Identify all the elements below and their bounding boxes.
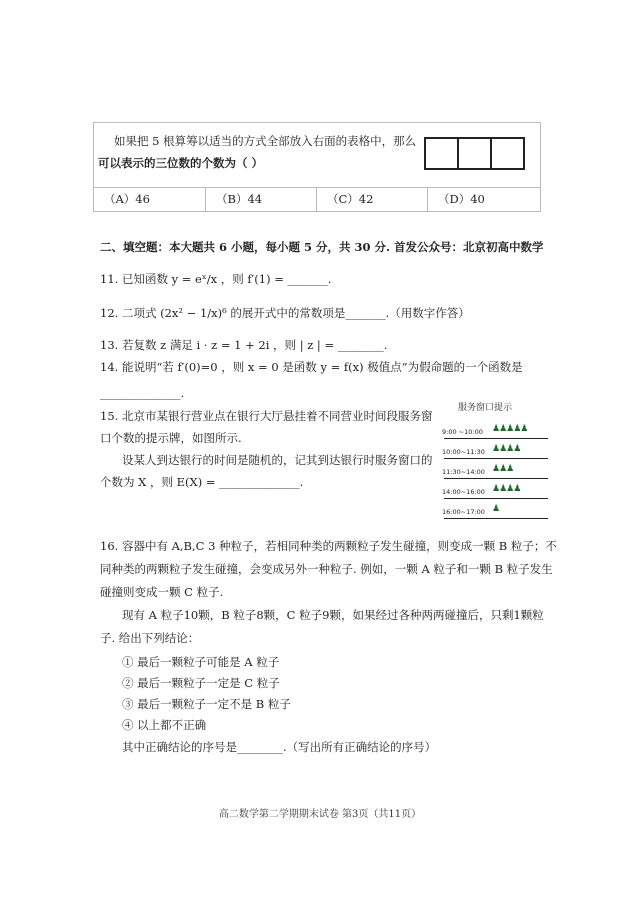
- sign-time-2: 10:00~11:30: [442, 448, 485, 456]
- window-person-icons-5: ♟: [492, 504, 500, 514]
- q16-line3: 碰撞则变成一颗 C 粒子.: [100, 585, 224, 599]
- q16-option-2: ② 最后一颗粒子一定是 C 粒子: [122, 676, 280, 690]
- q16-option-1: ① 最后一颗粒子可能是 A 粒子: [122, 655, 280, 669]
- grid-cell-tens: [457, 137, 492, 170]
- q13: 13. 若复数 z 满足 i · z = 1 + 2i ，则 | z | = ________.: [100, 338, 388, 352]
- counting-rod-grid: [426, 137, 525, 170]
- q15-line4: 个数为 X ，则 E(X) = ______________.: [100, 475, 304, 489]
- q15-line1: 15. 北京市某银行营业点在银行大厅悬挂着不同营业时间段服务窗: [100, 409, 433, 423]
- service-window-sign: [440, 400, 550, 530]
- window-person-icons-3: ♟♟♟: [492, 464, 514, 474]
- q15-line3: 设某人到达银行的时间是随机的，记其到达银行时服务窗口的: [122, 453, 433, 467]
- q10-choice-b: （B）44: [205, 187, 316, 211]
- q16-option-4: ④ 以上都不正确: [122, 718, 207, 732]
- sign-divider-2: [444, 458, 548, 459]
- q10-choice-d: （D）40: [427, 187, 538, 211]
- sign-time-5: 16:00~17:00: [442, 508, 485, 516]
- grid-cell-ones: [490, 137, 525, 170]
- sign-time-4: 14:00~16:00: [442, 488, 485, 496]
- q11: 11. 已知函数 y = eˣ/x ，则 f′(1) = _______.: [100, 272, 332, 286]
- q10-line1: 如果把 5 根算筹以适当的方式全部放入右面的表格中，那么: [114, 134, 417, 148]
- sign-title: 服务窗口提示: [458, 403, 513, 413]
- section2-heading: 二、填空题：本大题共 6 小题，每小题 5 分，共 30 分. 首发公众号：北京初高中数学: [100, 240, 544, 254]
- grid-cell-hundreds: [424, 137, 459, 170]
- q10-choice-a: （A）46: [104, 192, 150, 206]
- sign-divider-5: [444, 518, 548, 519]
- sign-divider-1: [444, 438, 548, 439]
- page-footer: 高二数学第二学期期末试卷 第3页（共11页）: [218, 809, 422, 820]
- q16-line1: 16. 容器中有 A,B,C 3 种粒子，若相同种类的两颗粒子发生碰撞，则变成一颗 B 粒子；不: [100, 539, 557, 553]
- q10-stem-row: [94, 123, 540, 188]
- q10-line2: 可以表示的三位数的个数为（ ）: [98, 156, 264, 170]
- window-person-icons-1: ♟♟♟♟♟: [492, 424, 528, 434]
- window-person-icons-4: ♟♟♟♟: [492, 484, 521, 494]
- q15-line2: 口个数的提示牌，如图所示.: [100, 431, 242, 445]
- q16-option-3: ③ 最后一颗粒子一定不是 B 粒子: [122, 697, 291, 711]
- q10-table: [93, 122, 541, 212]
- q14-line1: 14. 能说明“若 f′(0)=0 ，则 x = 0 是函数 y = f(x) 极值点”为假命题的一个函数是: [100, 360, 523, 374]
- q16-answer-line: 其中正确结论的序号是________.（写出所有正确结论的序号）: [122, 740, 437, 754]
- q16-line5: 子. 给出下列结论：: [100, 631, 200, 645]
- sign-time-1: 9:00 ~10:00: [442, 428, 483, 436]
- sign-time-3: 11:30~14:00: [442, 468, 485, 476]
- sign-divider-3: [444, 478, 548, 479]
- q16-line2: 同种类的两颗粒子发生碰撞，会变成另外一种粒子. 例如，一颗 A 粒子和一颗 B 粒子发生: [100, 562, 553, 576]
- q10-choice-c: （C）42: [316, 187, 427, 211]
- sign-divider-4: [444, 498, 548, 499]
- q14-line2: ______________.: [100, 386, 185, 400]
- q16-line4: 现有 A 粒子10颗，B 粒子8颗，C 粒子9颗，如果经过各种两两碰撞后，只剩1颗粒: [122, 608, 544, 622]
- window-person-icons-2: ♟♟♟♟: [492, 444, 521, 454]
- q12: 12. 二项式 (2x² − 1/x)⁶ 的展开式中的常数项是_______.（用数字作答）: [100, 306, 470, 320]
